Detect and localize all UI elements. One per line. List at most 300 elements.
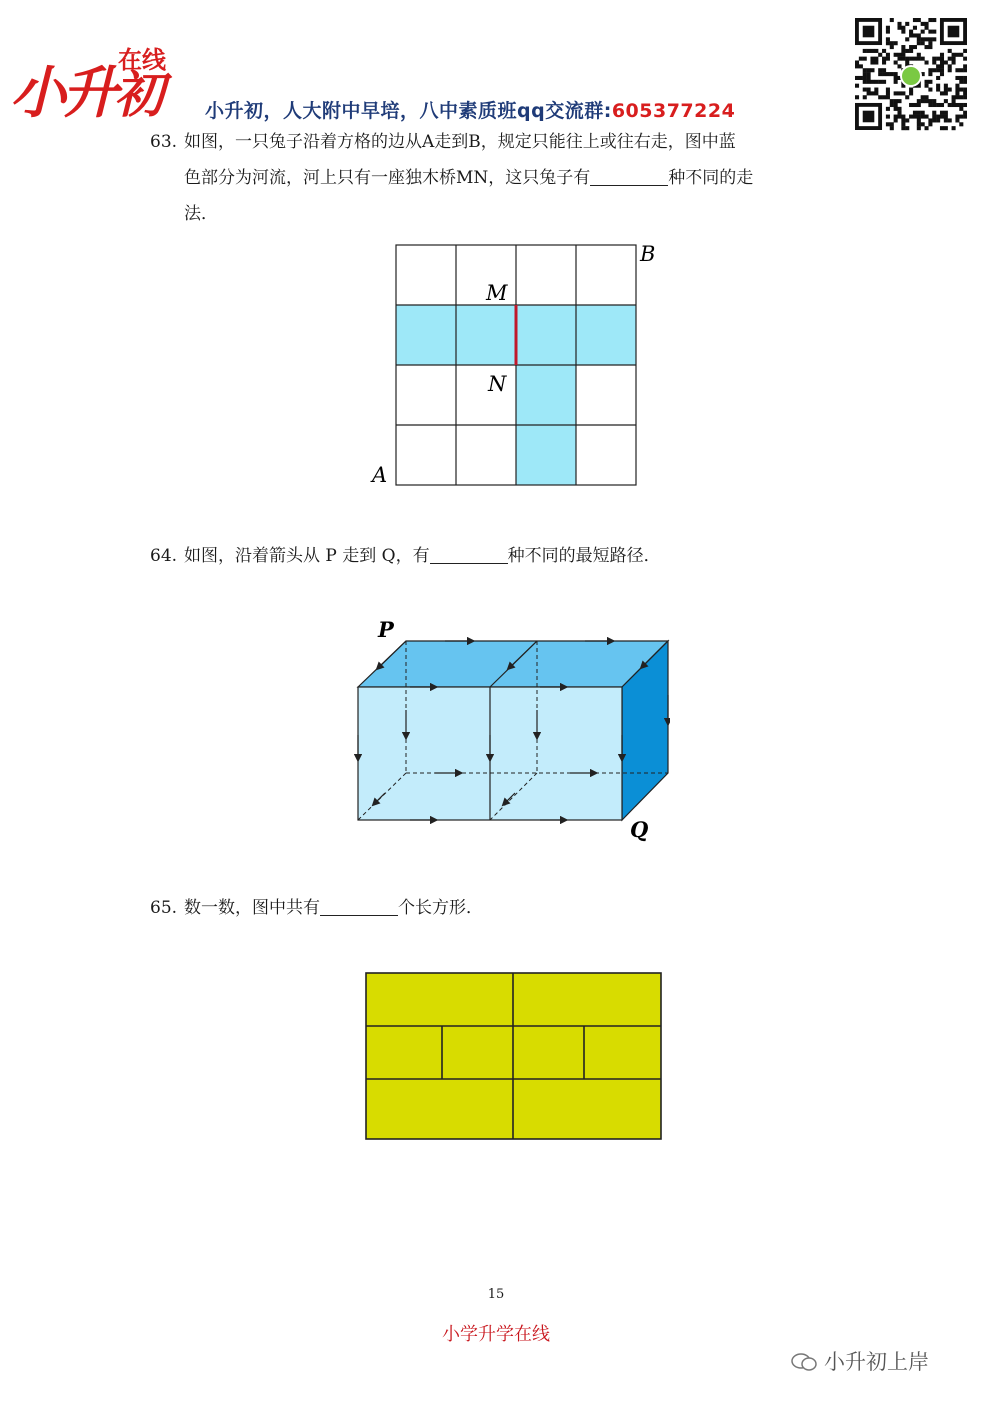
qq-group-number: 605377224 <box>611 100 736 122</box>
qr-module <box>863 76 867 80</box>
qr-module <box>886 88 890 92</box>
qr-module <box>890 99 894 103</box>
qr-module <box>886 107 890 111</box>
qr-module <box>955 53 959 57</box>
qr-code[interactable] <box>855 18 967 134</box>
qr-module <box>905 57 909 61</box>
qr-module <box>917 126 921 130</box>
qr-module <box>955 103 959 107</box>
qr-module <box>936 57 940 61</box>
qr-module <box>909 88 913 92</box>
qr-module <box>921 37 925 41</box>
qr-module <box>886 115 890 119</box>
qr-module <box>925 45 929 49</box>
qr-module <box>863 68 867 72</box>
qr-module <box>913 111 917 115</box>
qr-module <box>897 26 901 30</box>
qr-module <box>901 49 905 53</box>
qr-module <box>905 60 909 64</box>
qr-module <box>928 122 932 126</box>
qr-module <box>959 80 963 84</box>
qr-module <box>890 41 894 45</box>
qr-module <box>878 80 882 84</box>
qr-module <box>897 115 901 119</box>
watermark-text: 小升初上岸 <box>824 1350 929 1374</box>
qr-module <box>878 95 882 99</box>
qr-module <box>917 103 921 107</box>
qr-module <box>932 103 936 107</box>
qr-module <box>917 33 921 37</box>
qr-module <box>936 118 940 122</box>
qr-module <box>955 84 959 88</box>
qr-module <box>940 115 944 119</box>
qr-module <box>917 53 921 57</box>
qr-module <box>925 22 929 26</box>
question-number: 63. <box>150 132 178 152</box>
qr-module <box>859 64 863 68</box>
qr-module <box>963 111 967 115</box>
qr-module <box>897 57 901 61</box>
qr-module <box>894 107 898 111</box>
question-line: 种不同的走 <box>668 168 754 188</box>
qr-module <box>890 45 894 49</box>
qr-module <box>909 115 913 119</box>
qr-module <box>894 76 898 80</box>
qr-finder-pattern <box>855 103 882 130</box>
qr-module <box>948 49 952 53</box>
qr-module <box>928 88 932 92</box>
qr-module <box>870 57 874 61</box>
page-number: 15 <box>487 1287 505 1302</box>
qr-module <box>948 57 952 61</box>
qr-module <box>917 122 921 126</box>
qr-module <box>959 103 963 107</box>
qr-finder-pattern <box>940 18 967 45</box>
label-b: B <box>640 242 656 266</box>
question-line: 个长方形． <box>398 898 483 918</box>
qr-module <box>897 53 901 57</box>
qr-module <box>905 37 909 41</box>
qr-module <box>886 30 890 34</box>
qr-module <box>901 122 905 126</box>
qr-module <box>867 76 871 80</box>
qr-module <box>894 115 898 119</box>
qr-module <box>963 95 967 99</box>
qr-module <box>948 118 952 122</box>
qr-module <box>944 111 948 115</box>
qr-module <box>940 111 944 115</box>
qr-module <box>928 80 932 84</box>
qr-module <box>940 64 944 68</box>
qr-module <box>894 103 898 107</box>
qr-module <box>886 37 890 41</box>
qr-module <box>940 126 944 130</box>
qr-module <box>944 126 948 130</box>
qr-module <box>901 30 905 34</box>
svg-text:在线: 在线 <box>118 46 166 74</box>
qr-module <box>886 95 890 99</box>
qr-module <box>897 99 901 103</box>
qr-module <box>936 103 940 107</box>
qr-module <box>917 111 921 115</box>
qr-module <box>963 91 967 95</box>
svg-text:小: 小 <box>10 61 66 120</box>
question-line: 数一数，图中共有 <box>184 898 320 918</box>
question-line: 法． <box>184 204 218 224</box>
logo-graphic <box>10 38 180 120</box>
qr-module <box>886 72 890 76</box>
qr-module <box>870 60 874 64</box>
banner-text: 小升初，人大附中早培，八中素质班qq交流群: <box>205 100 612 122</box>
qr-module <box>894 118 898 122</box>
qr-module <box>952 53 956 57</box>
qr-module <box>859 57 863 61</box>
qr-module <box>925 80 929 84</box>
qr-module <box>867 68 871 72</box>
question-63 <box>150 124 850 232</box>
qr-module <box>928 99 932 103</box>
qr-module <box>963 57 967 61</box>
label-q: Q <box>630 817 649 842</box>
qr-module <box>882 49 886 53</box>
qr-module <box>917 37 921 41</box>
qr-module <box>878 53 882 57</box>
qr-module <box>917 18 921 22</box>
qr-module <box>925 99 929 103</box>
qr-module <box>932 30 936 34</box>
qr-module <box>928 68 932 72</box>
qr-module <box>874 88 878 92</box>
qr-module <box>925 60 929 64</box>
qr-module <box>925 95 929 99</box>
qr-module <box>936 88 940 92</box>
qr-module <box>886 53 890 57</box>
qr-module <box>921 115 925 119</box>
qr-module <box>959 107 963 111</box>
qr-module <box>928 30 932 34</box>
qr-module <box>863 88 867 92</box>
qr-module <box>901 57 905 61</box>
qr-module <box>944 88 948 92</box>
qr-module <box>917 57 921 61</box>
answer-blank[interactable] <box>320 897 398 916</box>
qr-module <box>894 99 898 103</box>
qr-module <box>874 57 878 61</box>
qr-module <box>917 118 921 122</box>
qr-module <box>944 91 948 95</box>
qr-module <box>867 49 871 53</box>
qr-module <box>944 84 948 88</box>
label-n: N <box>488 372 507 396</box>
question-line: 色部分为河流，河上只有一座独木桥MN，这只兔子有 <box>184 168 591 188</box>
qr-module <box>890 126 894 130</box>
qr-module <box>863 49 867 53</box>
qr-module <box>955 118 959 122</box>
footer-text: 小学升学在线 <box>442 1324 550 1345</box>
qr-module <box>959 53 963 57</box>
qr-module <box>855 95 859 99</box>
qr-module <box>921 57 925 61</box>
qr-module <box>932 68 936 72</box>
qr-module <box>944 115 948 119</box>
qr-module <box>859 76 863 80</box>
qr-module <box>921 41 925 45</box>
qr-module <box>905 118 909 122</box>
rectangle-count-figure <box>362 968 666 1144</box>
qr-module <box>952 103 956 107</box>
qr-module <box>905 49 909 53</box>
svg-text:升: 升 <box>62 61 118 120</box>
qr-module <box>963 88 967 92</box>
header-banner <box>205 96 735 123</box>
qr-module <box>901 126 905 130</box>
qr-module <box>886 26 890 30</box>
qr-module <box>917 41 921 45</box>
qr-module <box>901 26 905 30</box>
qr-module <box>955 76 959 80</box>
qr-module <box>955 95 959 99</box>
qr-module <box>928 41 932 45</box>
qr-module <box>963 68 967 72</box>
qr-module <box>928 37 932 41</box>
qr-finder-pattern <box>855 18 882 45</box>
qr-module <box>863 80 867 84</box>
qr-module <box>894 80 898 84</box>
qr-module <box>855 64 859 68</box>
qr-module <box>882 72 886 76</box>
qr-module <box>932 57 936 61</box>
qr-module <box>948 64 952 68</box>
qr-module <box>959 115 963 119</box>
qr-module <box>909 57 913 61</box>
qr-module <box>932 18 936 22</box>
qr-module <box>925 26 929 30</box>
answer-blank[interactable] <box>430 545 508 564</box>
qr-module <box>886 41 890 45</box>
qr-module <box>894 72 898 76</box>
qr-module <box>921 99 925 103</box>
qr-code-graphic <box>855 18 967 134</box>
qr-module <box>878 68 882 72</box>
qr-module <box>928 45 932 49</box>
qr-module <box>867 72 871 76</box>
qr-module <box>901 53 905 57</box>
qr-module <box>890 18 894 22</box>
qr-module <box>963 80 967 84</box>
question-number: 65. <box>150 898 178 918</box>
qr-module <box>882 68 886 72</box>
qr-module <box>955 91 959 95</box>
answer-blank[interactable] <box>590 167 668 186</box>
qr-module <box>944 60 948 64</box>
qr-module <box>928 18 932 22</box>
qr-module <box>913 26 917 30</box>
qr-module <box>863 57 867 61</box>
qr-module <box>855 84 859 88</box>
qr-module <box>940 103 944 107</box>
qr-module <box>870 80 874 84</box>
label-p: P <box>378 617 394 642</box>
qr-module <box>940 72 944 76</box>
qr-module <box>909 30 913 34</box>
qr-module <box>952 99 956 103</box>
qr-module <box>921 111 925 115</box>
qr-module <box>948 103 952 107</box>
qr-module <box>940 57 944 61</box>
qr-module <box>897 111 901 115</box>
qr-module <box>901 91 905 95</box>
qr-module <box>936 115 940 119</box>
qr-module <box>963 115 967 119</box>
qr-module <box>886 57 890 61</box>
qr-module <box>886 91 890 95</box>
qr-module <box>913 33 917 37</box>
qr-module <box>897 22 901 26</box>
cuboid-path-figure <box>350 615 670 845</box>
qr-module <box>936 76 940 80</box>
qr-module <box>932 60 936 64</box>
qr-center-logo <box>901 66 921 86</box>
qr-module <box>948 88 952 92</box>
qr-module <box>882 60 886 64</box>
qr-module <box>952 95 956 99</box>
qr-module <box>909 33 913 37</box>
qr-module <box>963 76 967 80</box>
qr-module <box>905 95 909 99</box>
qr-module <box>863 95 867 99</box>
qr-module <box>959 68 963 72</box>
qr-module <box>940 68 944 72</box>
question-number: 64. <box>150 546 178 566</box>
qr-module <box>897 107 901 111</box>
qr-module <box>901 118 905 122</box>
qr-module <box>894 60 898 64</box>
qr-module <box>944 99 948 103</box>
qr-module <box>952 57 956 61</box>
river-grid-figure <box>360 236 670 496</box>
qr-module <box>894 91 898 95</box>
qr-module <box>932 115 936 119</box>
qr-module <box>909 103 913 107</box>
qr-module <box>928 118 932 122</box>
qr-module <box>874 60 878 64</box>
qr-module <box>959 122 963 126</box>
qr-module <box>870 68 874 72</box>
qr-module <box>921 122 925 126</box>
qr-module <box>909 45 913 49</box>
qr-module <box>874 91 878 95</box>
qr-module <box>901 45 905 49</box>
qr-module <box>921 22 925 26</box>
qr-module <box>913 18 917 22</box>
qr-module <box>940 91 944 95</box>
qr-module <box>959 95 963 99</box>
qr-module <box>913 103 917 107</box>
qr-module <box>936 64 940 68</box>
qr-module <box>925 126 929 130</box>
qr-module <box>890 103 894 107</box>
qr-module <box>955 68 959 72</box>
qr-module <box>901 115 905 119</box>
qr-module <box>921 30 925 34</box>
qr-module <box>925 84 929 88</box>
wechat-watermark <box>790 1346 929 1376</box>
qr-module <box>905 126 909 130</box>
qr-module <box>928 103 932 107</box>
qr-module <box>894 41 898 45</box>
qr-module <box>959 76 963 80</box>
qr-module <box>882 57 886 61</box>
qr-module <box>894 53 898 57</box>
qr-module <box>932 37 936 41</box>
qr-module <box>921 95 925 99</box>
label-m: M <box>486 281 508 305</box>
qr-module <box>897 91 901 95</box>
qr-module <box>932 118 936 122</box>
question-65 <box>150 890 850 926</box>
qr-module <box>897 64 901 68</box>
qr-module <box>963 49 967 53</box>
qr-module <box>955 88 959 92</box>
qr-module <box>855 76 859 80</box>
qr-module <box>925 37 929 41</box>
qr-module <box>890 122 894 126</box>
qr-module <box>909 49 913 53</box>
qr-module <box>878 72 882 76</box>
qr-module <box>874 80 878 84</box>
qr-module <box>867 91 871 95</box>
question-64 <box>150 538 850 574</box>
qr-module <box>874 49 878 53</box>
qr-module <box>948 68 952 72</box>
qr-module <box>959 88 963 92</box>
qr-module <box>955 115 959 119</box>
qr-module <box>917 115 921 119</box>
qr-module <box>944 118 948 122</box>
qr-module <box>963 103 967 107</box>
qr-module <box>952 126 956 130</box>
qr-module <box>909 91 913 95</box>
brand-logo <box>10 38 180 120</box>
svg-text:初: 初 <box>114 66 164 120</box>
qr-module <box>867 80 871 84</box>
qr-module <box>905 22 909 26</box>
qr-module <box>932 111 936 115</box>
qr-module <box>952 60 956 64</box>
qr-module <box>928 72 932 76</box>
qr-module <box>925 115 929 119</box>
question-line: 如图，沿着箭头从 P 走到 Q，有 <box>184 546 430 566</box>
qr-module <box>913 45 917 49</box>
qr-module <box>870 91 874 95</box>
qr-module <box>963 64 967 68</box>
label-a: A <box>372 463 388 487</box>
question-line: 种不同的最短路径． <box>507 546 661 566</box>
qr-module <box>867 88 871 92</box>
qr-module <box>882 80 886 84</box>
wechat-icon <box>790 1352 818 1372</box>
qr-module <box>855 60 859 64</box>
qr-module <box>932 99 936 103</box>
qr-module <box>913 57 917 61</box>
qr-module <box>890 72 894 76</box>
question-line: 如图，一只兔子沿着方格的边从A走到B，规定只能往上或往右走，图中蓝 <box>184 132 736 152</box>
qr-module <box>940 53 944 57</box>
qr-module <box>870 49 874 53</box>
qr-module <box>936 84 940 88</box>
qr-module <box>936 68 940 72</box>
qr-module <box>917 99 921 103</box>
